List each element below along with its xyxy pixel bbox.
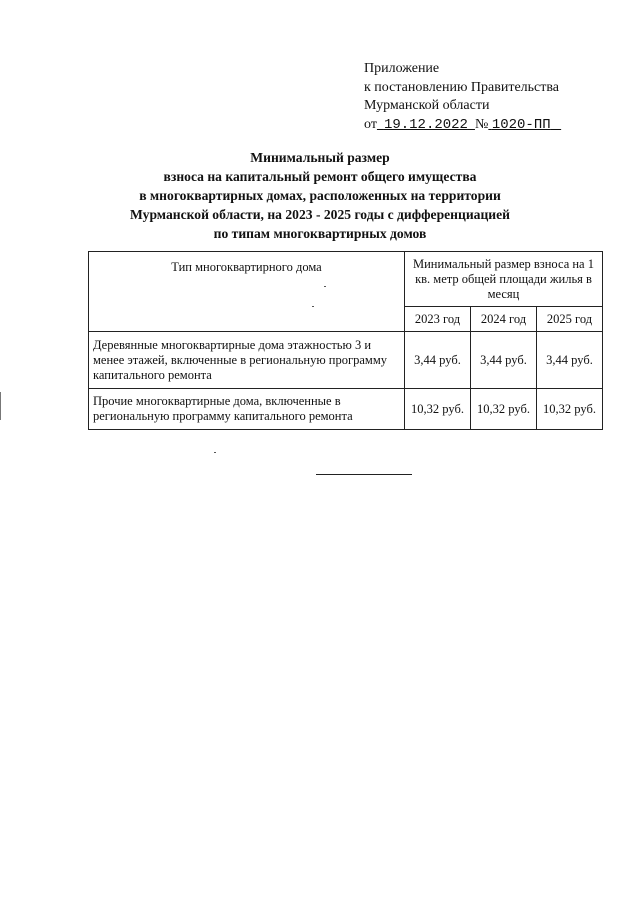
row-value-2025: 3,44 руб. xyxy=(537,332,603,389)
row-value-2025: 10,32 руб. xyxy=(537,389,603,430)
number-prefix: № xyxy=(474,116,489,132)
table-row xyxy=(89,332,603,389)
title-line-3: в многоквартирных домах, расположенных на территории xyxy=(139,188,501,203)
header-building-type: Тип многоквартирного дома xyxy=(89,252,405,332)
row-value-2024: 10,32 руб. xyxy=(471,389,537,430)
header-year-2024: 2024 год xyxy=(471,307,537,332)
scan-speck xyxy=(214,452,216,453)
document-title xyxy=(70,148,570,243)
appendix-region: Мурманской области xyxy=(364,98,490,113)
title-line-4: Мурманской области, на 2023 - 2025 годы с дифференциацией xyxy=(130,207,510,222)
table-header-row xyxy=(89,252,603,307)
appendix-date-number xyxy=(364,116,561,135)
appendix-reference: к постановлению Правительства xyxy=(364,79,560,95)
header-year-2025: 2025 год xyxy=(537,307,603,332)
scan-speck xyxy=(324,286,326,287)
row-building-type: Прочие многоквартирные дома, включенные в региональную программу капитального ремонта xyxy=(89,389,405,430)
date-underline xyxy=(377,117,475,132)
decree-number: 1020-ПП xyxy=(491,116,551,133)
number-underline xyxy=(488,117,561,132)
scan-speck xyxy=(312,306,314,307)
header-year-2023: 2023 год xyxy=(405,307,471,332)
title-line-1: Минимальный размер xyxy=(250,150,390,165)
title-line-2: взноса на капитальный ремонт общего имущества xyxy=(163,169,477,184)
row-value-2023: 10,32 руб. xyxy=(405,389,471,430)
title-line-5: по типам многоквартирных домов xyxy=(213,226,427,241)
row-value-2023: 3,44 руб. xyxy=(405,332,471,389)
decree-date: 19.12.2022 xyxy=(383,116,468,133)
scan-edge-mark xyxy=(0,392,1,420)
table-row xyxy=(89,389,603,430)
end-separator-line xyxy=(316,474,412,475)
contribution-table xyxy=(88,251,603,430)
appendix-title: Приложение xyxy=(364,61,440,76)
row-building-type: Деревянные многоквартирные дома этажностью 3 и менее этажей, включенные в региональную программу капитального ремонта xyxy=(89,332,405,389)
appendix-block xyxy=(364,60,561,134)
date-prefix: от xyxy=(364,116,377,132)
header-min-contribution: Минимальный размер взноса на 1 кв. метр общей площади жилья в месяц xyxy=(405,252,603,307)
row-value-2024: 3,44 руб. xyxy=(471,332,537,389)
